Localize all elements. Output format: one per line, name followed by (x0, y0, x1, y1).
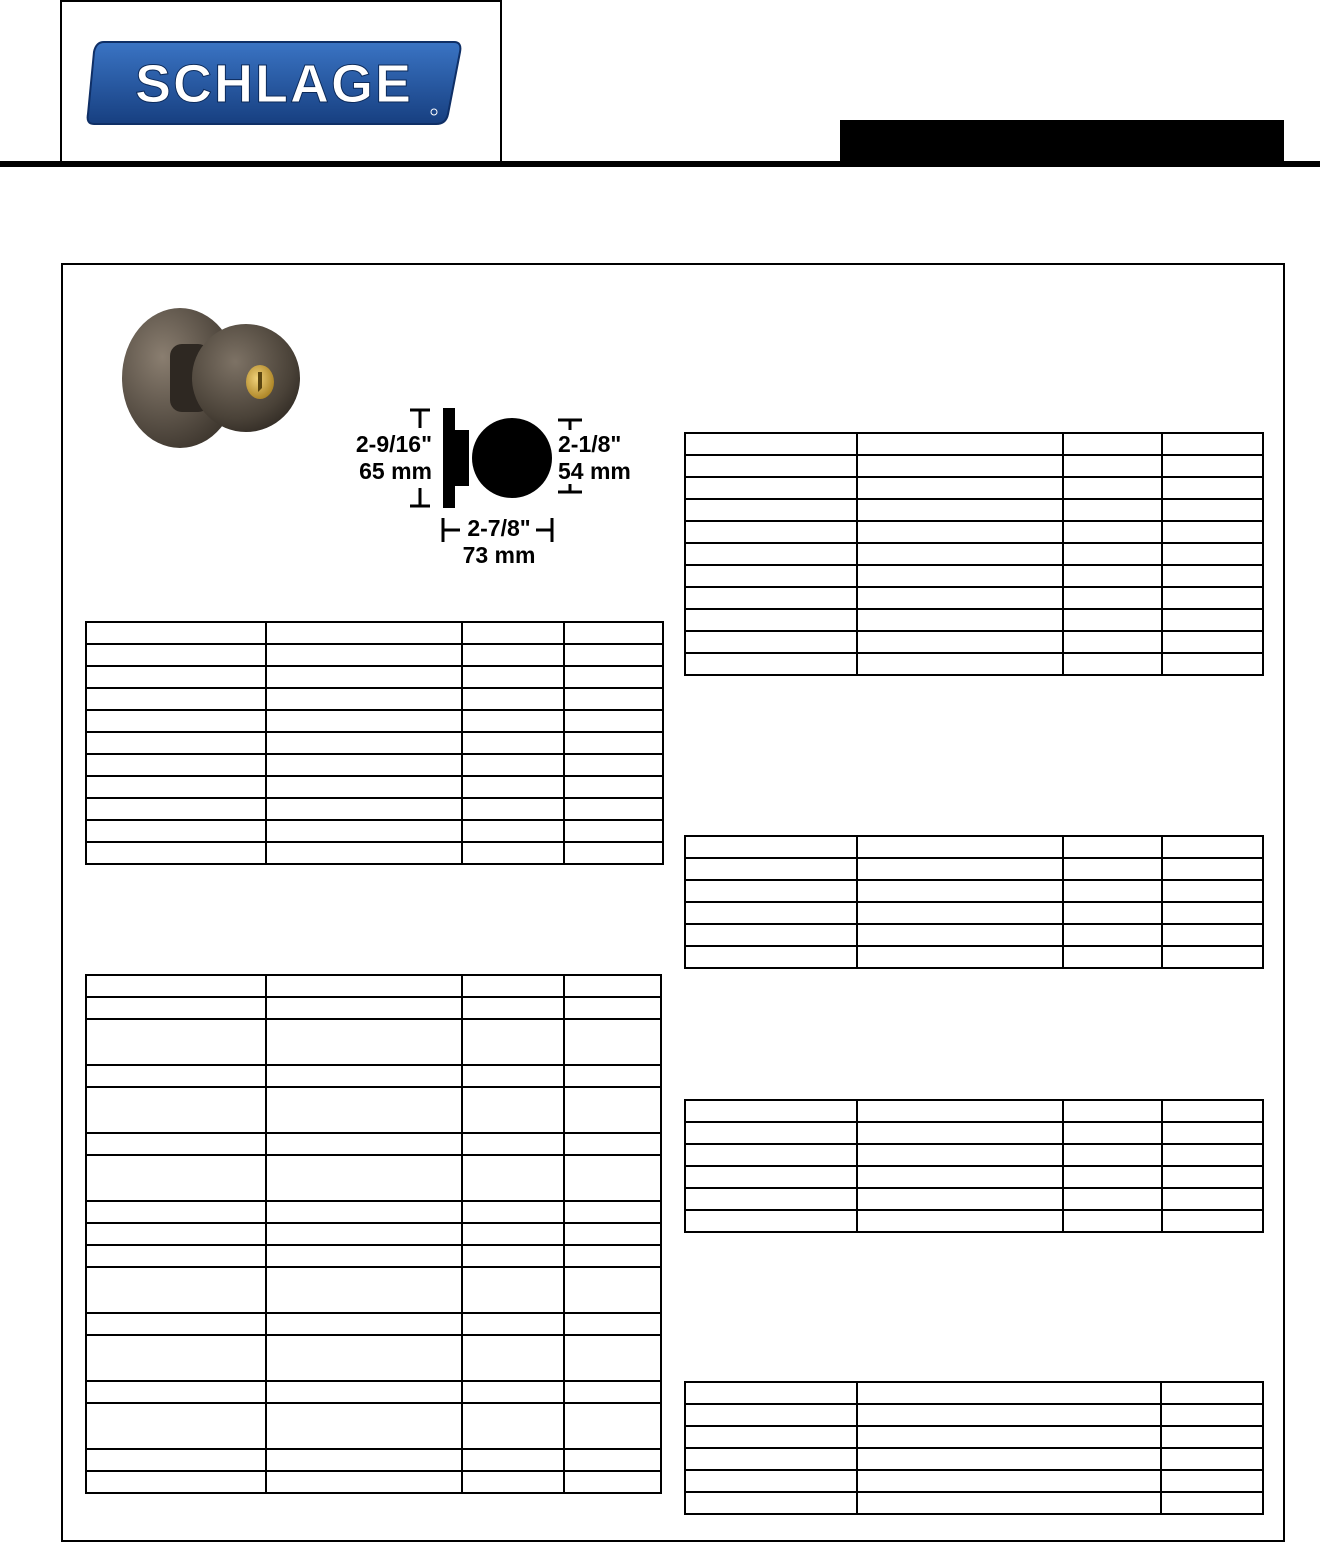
spec-table-5 (684, 1099, 1264, 1233)
projection-in: 2-7/8" (467, 515, 531, 541)
logo-box (60, 0, 502, 162)
spec-table-2 (85, 974, 662, 1494)
spec-table-3 (684, 432, 1264, 676)
header-title-bar (840, 120, 1284, 164)
rose-height-mm: 65 mm (359, 458, 432, 484)
knob-diameter-mm: 54 mm (558, 458, 631, 484)
knob-diameter-in: 2-1/8" (558, 431, 622, 457)
projection-mm: 73 mm (462, 542, 536, 568)
spec-table-6 (684, 1381, 1264, 1515)
knob-photo (118, 300, 308, 452)
schlage-logo (82, 30, 482, 130)
logo-wordmark: SCHLAGE (134, 54, 414, 114)
spec-table-4 (684, 835, 1264, 969)
dimension-diagram (350, 400, 650, 575)
spec-table-1 (85, 621, 664, 865)
header-rule (0, 161, 1320, 167)
rose-height-in: 2-9/16" (355, 431, 432, 457)
